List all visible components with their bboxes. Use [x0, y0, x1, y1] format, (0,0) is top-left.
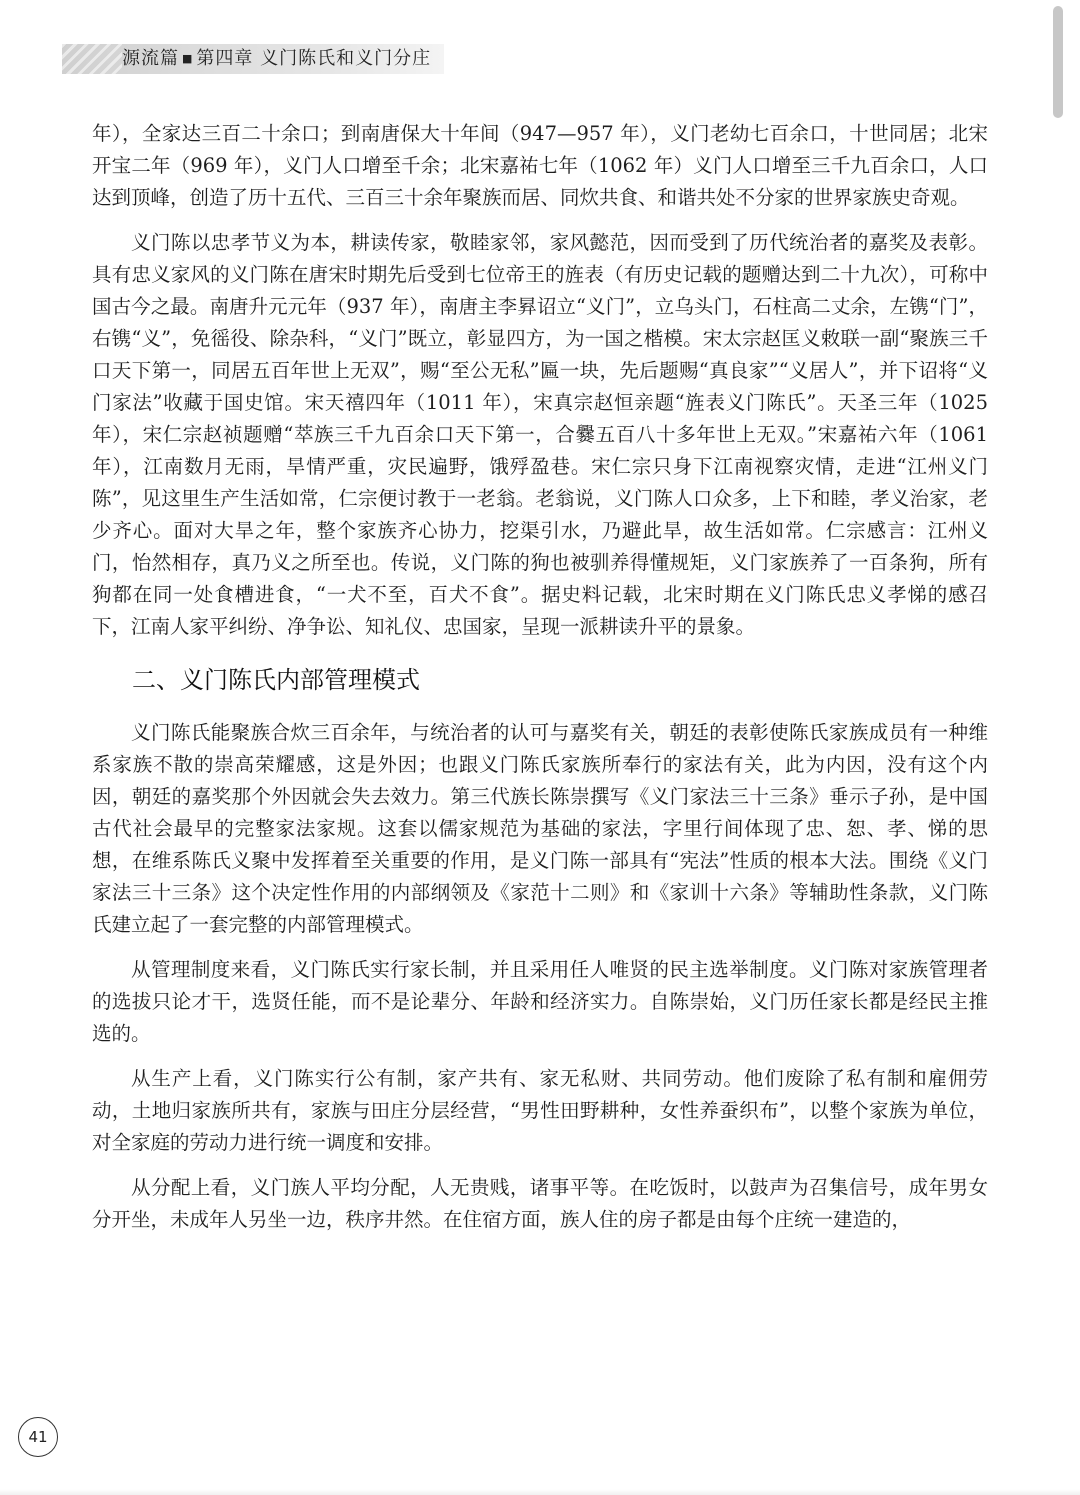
- paragraph: 从管理制度来看，义门陈氏实行家长制，并且采用任人唯贤的民主选举制度。义门陈对家族管理者的选拔只论才干，选贤任能，而不是论辈分、年龄和经济实力。自陈崇始，义门历任家长都是经民主推选的。: [92, 958, 988, 1045]
- header-separator: ■: [182, 52, 194, 65]
- scrollbar-thumb[interactable]: [1053, 6, 1063, 118]
- running-header: [122, 46, 431, 72]
- header-decoration: [62, 44, 122, 74]
- page-number: 41: [18, 1417, 58, 1457]
- page-bottom-shadow: [0, 1489, 1080, 1495]
- header-chapter: 第四章 义门陈氏和义门分庄: [196, 48, 432, 69]
- paragraph: 义门陈氏能聚族合炊三百余年，与统治者的认可与嘉奖有关，朝廷的表彰使陈氏家族成员有一种维系家族不散的崇高荣耀感，这是外因；也跟义门陈氏家族所奉行的家法有关，此为内因，没有这个内因，朝廷的嘉奖那个外因就会失去效力。第三代族长陈崇撰写《义门家法三十三条》垂示子孙，是中国古代社会最早的完整家法家规。这套以儒家规范为基础的家法，字里行间体现了忠、恕、孝、悌的思想，在维系陈氏义聚中发挥着至关重要的作用，是义门陈一部具有“宪法”性质的根本大法。围绕《义门家法三十三条》这个决定性作用的内部纲领及《家范十二则》和《家训十六条》等辅助性条款，义门陈氏建立起了一套完整的内部管理模式。: [92, 721, 988, 936]
- scrollbar-track[interactable]: [1052, 0, 1066, 1495]
- paragraph: 义门陈以忠孝节义为本，耕读传家，敬睦家邻，家风懿范，因而受到了历代统治者的嘉奖及表彰。具有忠义家风的义门陈在唐宋时期先后受到七位帝王的旌表（有历史记载的题赠达到二十九次），可称中国古今之最。南唐升元元年（937 年），南唐主李昪诏立“义门”，立乌头门，石柱高二丈余，左镌“门”，右镌“义”，免徭役、除杂科，“义门”既立，彰显四方，为一国之楷模。宋太宗赵匡义敕联一副“聚族三千口天下第一，同居五百年世上无双”，赐“至公无私”匾一块，先后题赐“真良家”“义居人”，并下诏将“义门家法”收藏于国史馆。宋天禧四年（1011 年），宋真宗赵恒亲题“旌表义门陈氏”。天圣三年（1025 年），宋仁宗赵祯题赠“萃族三千九百余口天下第一，合爨五百八十多年世上无双。”宋嘉祐六年（1061 年），江南数月无雨，旱情严重，灾民遍野，饿殍盈巷。宋仁宗只身下江南视察灾情，走进“江州义门陈”，见这里生产生活如常，仁宗便讨教于一老翁。老翁说，义门陈人口众多，上下和睦，孝义治家，老少齐心。面对大旱之年，整个家族齐心协力，挖渠引水，乃避此旱，故生活如常。仁宗感言：江州义门，怡然相存，真乃义之所至也。传说，义门陈的狗也被驯养得懂规矩，义门家族养了一百条狗，所有狗都在同一处食槽进食，“一犬不至，百犬不食”。据史料记载，北宋时期在义门陈氏忠义孝悌的感召下，江南人家平纠纷、净争讼、知礼仪、忠国家，呈现一派耕读升平的景象。: [92, 231, 988, 638]
- paragraph: 年），全家达三百二十余口；到南唐保大十年间（947—957 年），义门老幼七百余口，十世同居；北宋开宝二年（969 年），义门人口增至千余；北宋嘉祐七年（1062 年）义门人口增至三千九百余口，人口达到顶峰，创造了历十五代、三百三十余年聚族而居、同炊共食、和谐共处不分家的世界家族史奇观。: [92, 122, 988, 209]
- page-content: [92, 118, 988, 1236]
- paragraph: 从生产上看，义门陈实行公有制，家产共有、家无私财、共同劳动。他们废除了私有制和雇佣劳动，土地归家族所共有，家族与田庄分层经营，“男性田野耕种，女性养蚕织布”，以整个家族为单位，对全家庭的劳动力进行统一调度和安排。: [92, 1067, 988, 1154]
- header-section: 源流篇: [122, 48, 179, 69]
- section-heading: 二、义门陈氏内部管理模式: [132, 666, 420, 694]
- paragraph: 从分配上看，义门族人平均分配，人无贵贱，诸事平等。在吃饭时，以鼓声为召集信号，成年男女分开坐，未成年人另坐一边，秩序井然。在住宿方面，族人住的房子都是由每个庄统一建造的，: [92, 1176, 988, 1231]
